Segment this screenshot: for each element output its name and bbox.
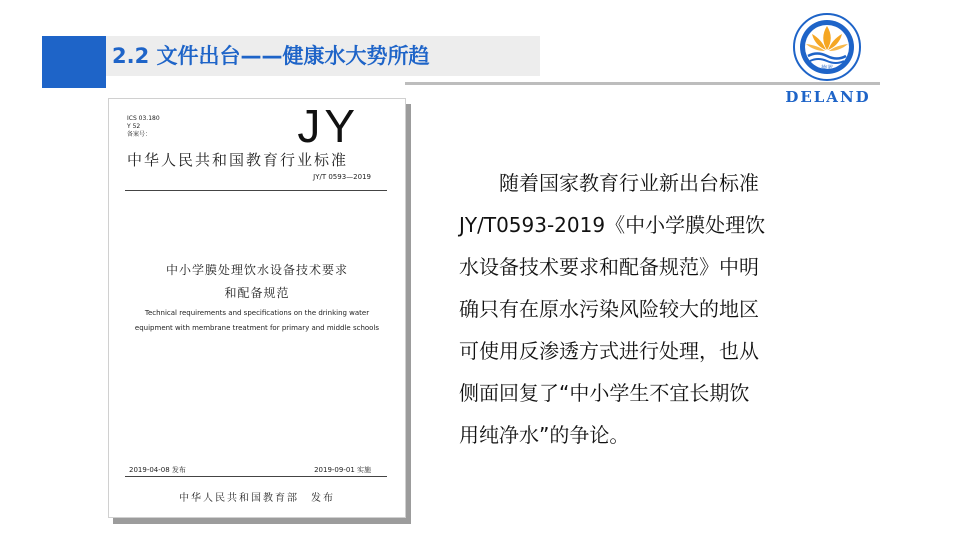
issue-date: 2019-04-08 发布 (129, 466, 186, 474)
standard-document-cover (108, 98, 406, 518)
logo-badge-text: 德蓝 (820, 65, 834, 72)
header-divider (405, 82, 880, 85)
body-line: JY/T0593-2019《中小学膜处理饮 (459, 213, 766, 237)
slide-title: 2.2 文件出台——健康水大势所趋 (112, 44, 430, 68)
standard-name: 中华人民共和国教育行业标准 (127, 151, 349, 169)
body-line: 可使用反渗透方式进行处理，也从 (459, 339, 759, 363)
deland-logo (792, 12, 862, 82)
lotus-logo-icon (792, 12, 862, 82)
body-paragraph (459, 162, 839, 456)
publisher: 中华人民共和国教育部 发布 (179, 493, 335, 504)
implement-date: 2019-09-01 实施 (314, 466, 371, 474)
document-title-cn-line2: 和配备规范 (224, 286, 290, 300)
body-line: 用纯净水”的争论。 (459, 423, 630, 447)
body-line: 水设备技术要求和配备规范》中明 (459, 255, 759, 279)
body-line: 随着国家教育行业新出台标准 (459, 171, 759, 195)
document-title-cn-line1: 中小学膜处理饮水设备技术要求 (165, 263, 348, 277)
body-line: 侧面回复了“中小学生不宜长期饮 (459, 381, 750, 405)
body-line: 确只有在原水污染风险较大的地区 (459, 297, 759, 321)
document-bottom-rule (125, 476, 387, 477)
document-title-en-line1: Technical requirements and specifications on the drinking water (144, 309, 370, 317)
document-title-en-line2: equipment with membrane treatment for primary and middle schools (134, 324, 380, 332)
document-top-rule (125, 190, 387, 191)
category-code: JY (297, 100, 359, 152)
standard-number: JY/T 0593—2019 (313, 173, 371, 181)
title-accent-block (42, 36, 106, 88)
logo-wordmark: DELAND (785, 88, 871, 106)
ics-line: Y 52 (127, 123, 141, 130)
ics-line: ICS 03.180 (127, 115, 160, 122)
ics-block (127, 115, 160, 139)
ics-line: 备案号： (127, 131, 152, 138)
